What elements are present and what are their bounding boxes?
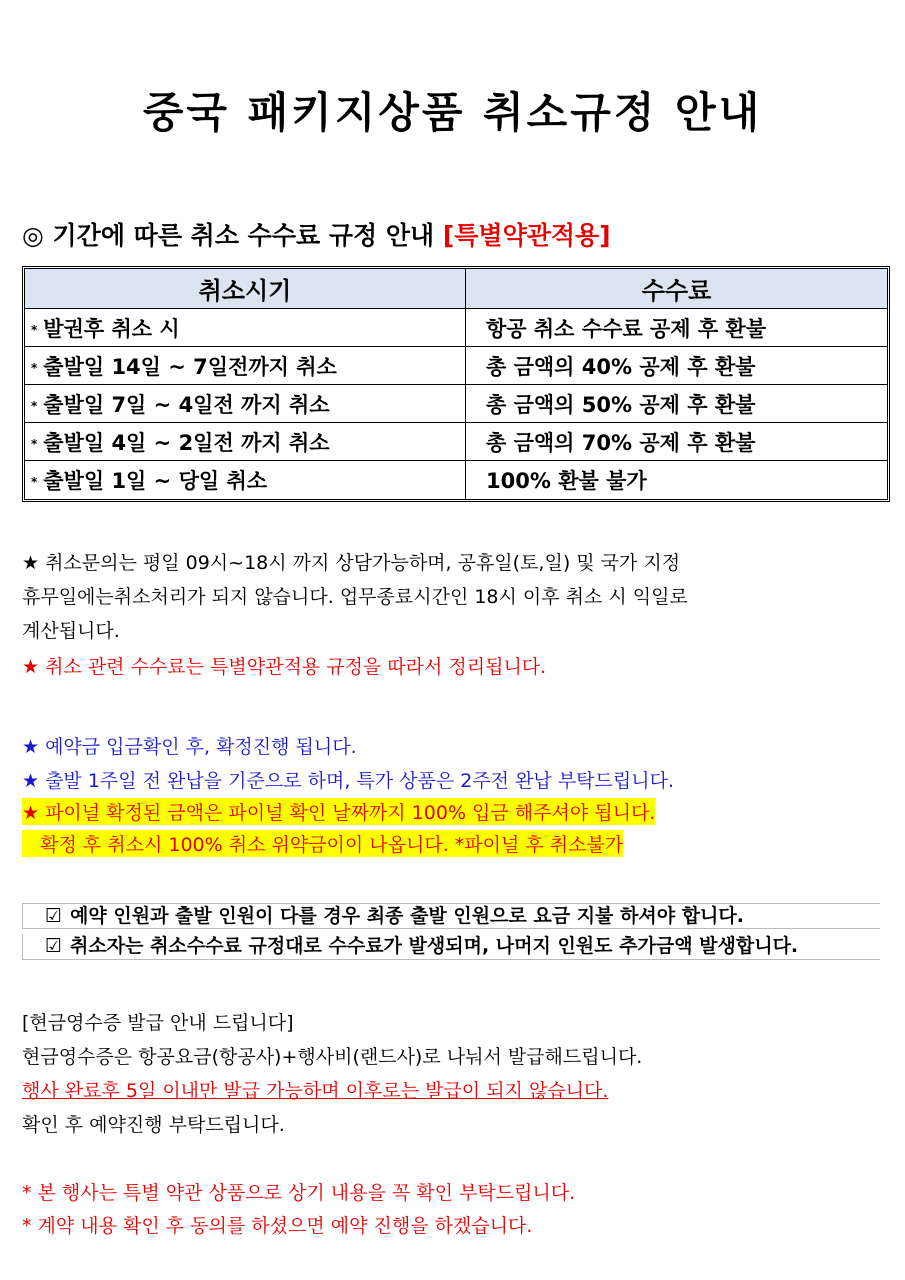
- footer-note-2: * 계약 내용 확인 후 동의를 하셨으면 예약 진행을 하겠습니다.: [22, 1215, 533, 1237]
- receipt-line-2: 행사 완료후 5일 이내만 발급 가능하며 이후로는 발급이 되지 않습니다.: [22, 1080, 609, 1102]
- receipt-heading: [현금영수증 발급 안내 드립니다]: [22, 1012, 294, 1034]
- bullet-mark: *: [31, 436, 38, 451]
- period-text: 출발일 14일 ~ 7일전까지 취소: [43, 354, 337, 379]
- cancel-person-notice-text: 취소자는 취소수수료 규정대로 수수료가 발생되며, 나머지 인원도 추가금액 발생합니다.: [70, 935, 799, 957]
- headcount-notice: [22, 903, 880, 929]
- bullet-mark: *: [31, 322, 38, 337]
- header-fee: 수수료: [466, 269, 887, 309]
- section-heading: [22, 216, 611, 252]
- table-row: [25, 385, 887, 423]
- cancel-person-notice: [22, 934, 880, 960]
- receipt-line-3: 확인 후 예약진행 부탁드립니다.: [22, 1114, 285, 1136]
- cancellation-fee-table: [22, 266, 890, 502]
- checkbox-icon: ☑: [45, 905, 63, 927]
- fee-cell: 총 금액의 50% 공제 후 환불: [466, 385, 887, 423]
- period-text: 출발일 1일 ~ 당일 취소: [43, 469, 268, 493]
- fee-cell: 100% 환불 불가: [486, 469, 647, 493]
- final-confirm-note-1: ★ 파이널 확정된 금액은 파이널 확인 날짜까지 100% 입금 해주셔야 됩니다.: [22, 798, 655, 825]
- period-cell: [25, 347, 466, 385]
- checkbox-icon: ☑: [45, 935, 63, 957]
- payment-note: ★ 출발 1주일 전 완납을 기준으로 하며, 특가 상품은 2주전 완납 부탁드립니다.: [22, 770, 674, 792]
- deposit-note: ★ 예약금 입금확인 후, 확정진행 됩니다.: [22, 736, 357, 758]
- bullet-mark: *: [31, 360, 38, 375]
- special-terms-tag: [특별약관적용]: [442, 221, 611, 250]
- footer-note-1: * 본 행사는 특별 약관 상품으로 상기 내용을 꼭 확인 부탁드립니다.: [22, 1182, 576, 1204]
- headcount-notice-text: 예약 인원과 출발 인원이 다를 경우 최종 출발 인원으로 요금 지불 하셔야 합니다.: [70, 905, 744, 927]
- fee-cell: 총 금액의 70% 공제 후 환불: [466, 423, 887, 461]
- special-terms-note: ★ 취소 관련 수수료는 특별약관적용 규정을 따라서 정리됩니다.: [22, 656, 547, 678]
- section-heading-text: ◎ 기간에 따른 취소 수수료 규정 안내: [22, 221, 443, 250]
- inquiry-note-line-3: 계산됩니다.: [22, 620, 120, 642]
- period-text: 발권후 취소 시: [43, 316, 180, 341]
- final-confirm-note-2: 확정 후 취소시 100% 취소 위약금이이 나옵니다. *파이널 후 취소불가: [22, 830, 623, 857]
- table-row: [25, 461, 887, 499]
- inquiry-note-line-1: ★ 취소문의는 평일 09시~18시 까지 상담가능하며, 공휴일(토,일) 및 국가 지정: [22, 552, 681, 574]
- fee-cell: 항공 취소 수수료 공제 후 환불: [466, 309, 887, 347]
- period-text: 출발일 4일 ~ 2일전 까지 취소: [43, 430, 330, 455]
- header-cancel-period: 취소시기: [25, 269, 466, 309]
- period-cell: [25, 423, 466, 461]
- period-cell: [25, 385, 466, 423]
- fee-cell: 총 금액의 40% 공제 후 환불: [466, 347, 887, 385]
- page-title: 중국 패키지상품 취소규정 안내: [142, 88, 763, 137]
- inquiry-note-line-2: 휴무일에는취소처리가 되지 않습니다. 업무종료시간인 18시 이후 취소 시 익일로: [22, 586, 688, 608]
- table-row: [25, 423, 887, 461]
- table-row: [25, 347, 887, 385]
- table-header-row: [25, 269, 887, 309]
- receipt-line-1: 현금영수증은 항공요금(항공사)+행사비(랜드사)로 나눠서 발급해드립니다.: [22, 1046, 643, 1068]
- period-cell: [25, 309, 466, 347]
- bullet-mark: *: [31, 475, 38, 489]
- table-row: [25, 309, 887, 347]
- period-text: 출발일 7일 ~ 4일전 까지 취소: [43, 392, 330, 417]
- period-cell: [25, 461, 466, 499]
- bullet-mark: *: [31, 398, 38, 413]
